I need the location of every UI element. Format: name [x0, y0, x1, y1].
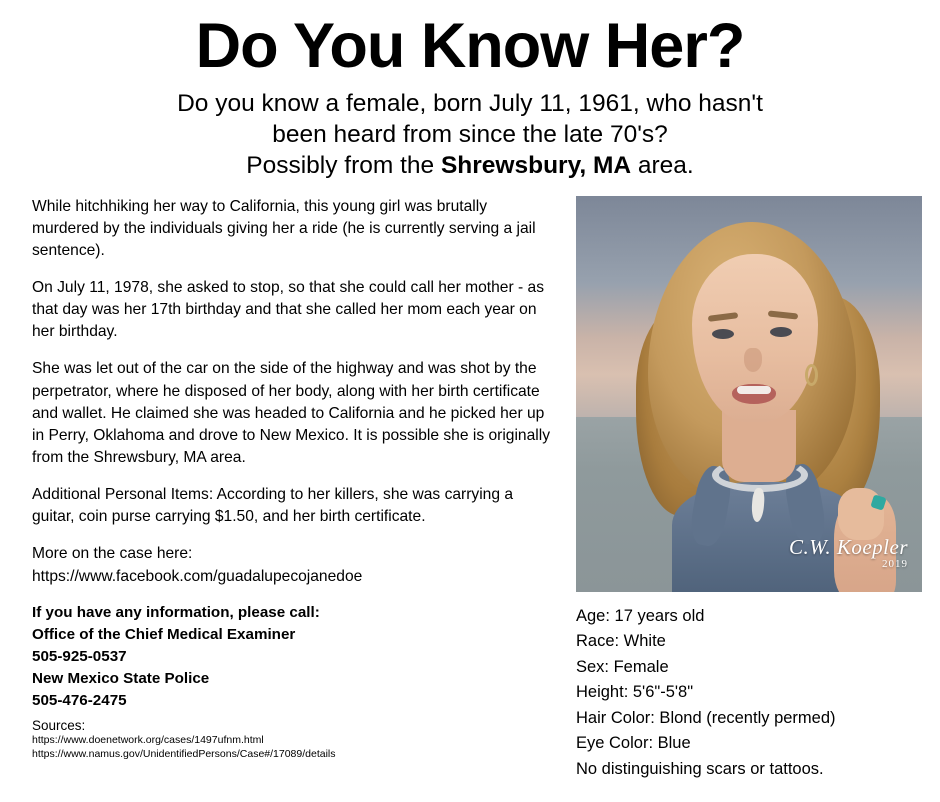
more-info-label: More on the case here: [32, 545, 193, 563]
fact-height: Height: 5'6"-5'8" [576, 683, 694, 702]
contact-block [32, 602, 552, 712]
subheading [0, 88, 940, 182]
victim-reconstruction-photo [576, 196, 922, 592]
artist-signature-year: 2019 [882, 557, 908, 570]
agency-medical-examiner: Office of the Chief Medical Examiner [32, 625, 296, 643]
subheading-line-1: Do you know a female, born July 11, 1961, who hasn't [177, 89, 763, 117]
agency-state-police: New Mexico State Police [32, 669, 210, 687]
sources-label: Sources: [32, 717, 86, 733]
fact-age: Age: 17 years old [576, 606, 705, 625]
necklace-shape [712, 458, 808, 492]
page-title: Do You Know Her? [195, 11, 745, 81]
nose-shape [744, 348, 762, 372]
subheading-line-3-suffix: area. [631, 152, 694, 180]
more-info-block [32, 543, 552, 587]
fact-hair-color: Hair Color: Blond (recently permed) [576, 708, 836, 727]
eye-left [712, 329, 734, 339]
earring-icon [805, 364, 818, 386]
case-paragraph-2: On July 11, 1978, she asked to stop, so that she could call her mother - as that day was her 17th birthday and that she called her mom each year on her birthday. [32, 279, 544, 341]
subheading-line-3-prefix: Possibly from the [246, 152, 441, 180]
subheading-line-2: been heard from since the late 70's? [272, 120, 668, 148]
case-paragraph-1: While hitchhiking her way to California, this young girl was brutally murdered by the individuals giving her a ride (he is currently serving a jail sentence). [32, 197, 536, 259]
fact-marks: No distinguishing scars or tattoos. [576, 759, 824, 778]
subject-illustration [576, 196, 922, 592]
case-paragraph-4: Additional Personal Items: According to her killers, she was carrying a guitar, coin purse carrying $1.50, and her birth certificate. [32, 486, 514, 526]
case-paragraph-3: She was let out of the car on the side of the highway and was shot by the perpetrator, where he disposed of her body, along with her birth certificate and wallet. He claimed she was headed to California and he picked her up in Perry, Oklahoma and drove to New Mexico. It is possible she is originally from the Shrewsbury, MA area. [32, 360, 550, 466]
artist-signature-name: C.W. Koepler [789, 534, 908, 559]
fact-race: Race: White [576, 632, 666, 651]
fact-eye-color: Eye Color: Blue [576, 734, 691, 753]
contact-prompt: If you have any information, please call: [32, 603, 320, 621]
photo-and-facts-column [576, 196, 922, 783]
subheading-location: Shrewsbury, MA [440, 152, 632, 180]
source-link-doenetwork[interactable]: https://www.doenetwork.org/cases/1497ufnm.html [32, 733, 264, 746]
artist-signature [789, 535, 908, 570]
source-link-namus[interactable]: https://www.namus.gov/UnidentifiedPersons/Case#/17089/details [32, 747, 336, 760]
facebook-case-link[interactable]: https://www.facebook.com/guadalupecojanedoe [32, 567, 363, 585]
poster-body [0, 196, 940, 783]
phone-state-police[interactable]: 505-476-2475 [32, 691, 127, 709]
fact-sex: Sex: Female [576, 657, 669, 676]
physical-description-list [576, 604, 922, 783]
case-narrative-column [32, 196, 564, 762]
phone-medical-examiner[interactable]: 505-925-0537 [32, 647, 127, 665]
eye-right [770, 327, 792, 337]
teeth-shape [737, 386, 771, 394]
missing-person-poster [0, 11, 940, 802]
